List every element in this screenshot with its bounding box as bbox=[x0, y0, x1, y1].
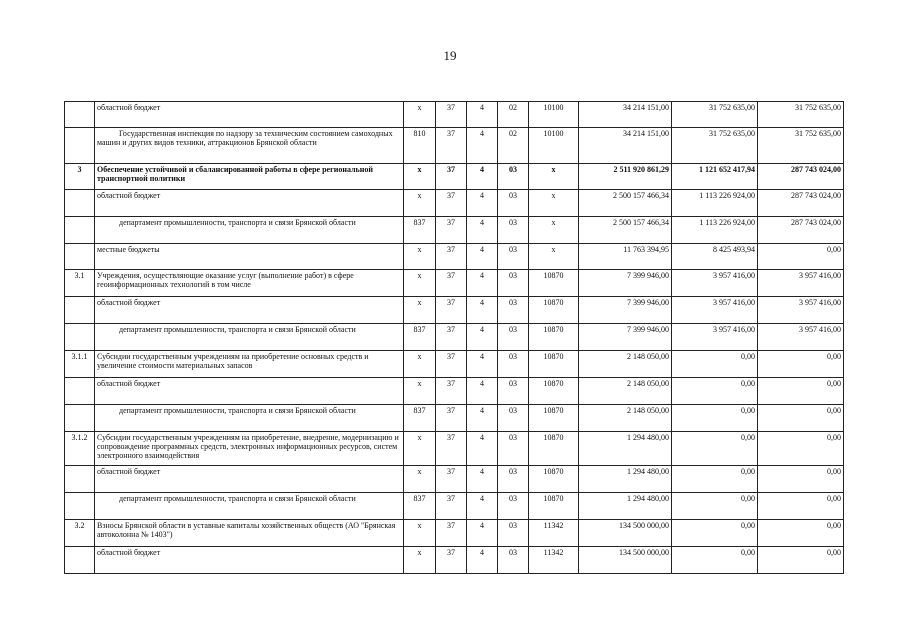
amount-cell: 2 511 920 861,29 bbox=[579, 164, 672, 190]
code-cell: 4 bbox=[467, 547, 498, 574]
amount-cell: 0,00 bbox=[758, 520, 844, 547]
code-cell: 10870 bbox=[529, 270, 579, 297]
row-number bbox=[65, 324, 95, 351]
amount-cell: 0,00 bbox=[758, 351, 844, 378]
code-cell: 4 bbox=[467, 493, 498, 520]
table-row bbox=[65, 405, 844, 432]
amount-cell: 1 113 226 924,00 bbox=[672, 217, 758, 244]
code-cell: 37 bbox=[436, 297, 467, 324]
amount-cell: 287 743 024,00 bbox=[758, 217, 844, 244]
amount-cell: 3 957 416,00 bbox=[758, 324, 844, 351]
code-cell: 37 bbox=[436, 128, 467, 164]
table-row bbox=[65, 297, 844, 324]
code-cell: 837 bbox=[404, 493, 436, 520]
table-row bbox=[65, 378, 844, 405]
amount-cell: 31 752 635,00 bbox=[672, 128, 758, 164]
table-row bbox=[65, 351, 844, 378]
code-cell: 10870 bbox=[529, 493, 579, 520]
code-cell: 37 bbox=[436, 102, 467, 128]
budget-table bbox=[64, 101, 844, 574]
amount-cell: 1 121 652 417,94 bbox=[672, 164, 758, 190]
amount-cell: 3 957 416,00 bbox=[672, 324, 758, 351]
code-cell: 10870 bbox=[529, 297, 579, 324]
table-row bbox=[65, 466, 844, 493]
amount-cell: 3 957 416,00 bbox=[758, 270, 844, 297]
code-cell: 4 bbox=[467, 466, 498, 493]
row-name: областной бюджет bbox=[95, 547, 404, 574]
code-cell: 837 bbox=[404, 405, 436, 432]
code-cell: 37 bbox=[436, 432, 467, 466]
code-cell: 4 bbox=[467, 128, 498, 164]
row-name: департамент промышленности, транспорта и связи Брянской области bbox=[95, 217, 404, 244]
row-name: областной бюджет bbox=[95, 378, 404, 405]
code-cell: x bbox=[404, 244, 436, 270]
code-cell: 03 bbox=[498, 547, 529, 574]
code-cell: x bbox=[404, 520, 436, 547]
code-cell: 4 bbox=[467, 244, 498, 270]
code-cell: x bbox=[404, 547, 436, 574]
row-name: Взносы Брянской области в уставные капиталы хозяйственных обществ (АО "Брянская автоколонна № 1403") bbox=[95, 520, 404, 547]
amount-cell: 11 763 394,95 bbox=[579, 244, 672, 270]
row-name: департамент промышленности, транспорта и связи Брянской области bbox=[95, 493, 404, 520]
row-number bbox=[65, 190, 95, 217]
row-name: Учреждения, осуществляющие оказание услуг (выполнение работ) в сфере геоинформационных технологий в том числе bbox=[95, 270, 404, 297]
amount-cell: 1 294 480,00 bbox=[579, 432, 672, 466]
amount-cell: 0,00 bbox=[758, 547, 844, 574]
code-cell: 37 bbox=[436, 378, 467, 405]
row-name: департамент промышленности, транспорта и связи Брянской области bbox=[95, 324, 404, 351]
amount-cell: 2 148 050,00 bbox=[579, 405, 672, 432]
code-cell: 4 bbox=[467, 217, 498, 244]
table-row bbox=[65, 190, 844, 217]
table-row bbox=[65, 217, 844, 244]
amount-cell: 0,00 bbox=[758, 378, 844, 405]
row-number bbox=[65, 128, 95, 164]
amount-cell: 1 113 226 924,00 bbox=[672, 190, 758, 217]
row-name: областной бюджет bbox=[95, 466, 404, 493]
amount-cell: 3 957 416,00 bbox=[758, 297, 844, 324]
table-row bbox=[65, 520, 844, 547]
row-number bbox=[65, 466, 95, 493]
code-cell: 837 bbox=[404, 324, 436, 351]
row-number: 3 bbox=[65, 164, 95, 190]
code-cell: 03 bbox=[498, 244, 529, 270]
amount-cell: 1 294 480,00 bbox=[579, 466, 672, 493]
code-cell: x bbox=[404, 190, 436, 217]
amount-cell: 1 294 480,00 bbox=[579, 493, 672, 520]
row-name: местные бюджеты bbox=[95, 244, 404, 270]
row-number bbox=[65, 547, 95, 574]
amount-cell: 3 957 416,00 bbox=[672, 297, 758, 324]
code-cell: 37 bbox=[436, 324, 467, 351]
row-number bbox=[65, 102, 95, 128]
code-cell: 37 bbox=[436, 405, 467, 432]
code-cell: x bbox=[404, 270, 436, 297]
amount-cell: 0,00 bbox=[758, 405, 844, 432]
code-cell: x bbox=[404, 466, 436, 493]
row-name: Субсидии государственным учреждениям на приобретение, внедрение, модернизацию и сопровождение программных средств, электронных информационных ресурсов, систем электронного взаимодействия bbox=[95, 432, 404, 466]
code-cell: 837 bbox=[404, 217, 436, 244]
code-cell: 4 bbox=[467, 270, 498, 297]
amount-cell: 287 743 024,00 bbox=[758, 190, 844, 217]
amount-cell: 2 148 050,00 bbox=[579, 378, 672, 405]
amount-cell: 7 399 946,00 bbox=[579, 297, 672, 324]
page-number: 19 bbox=[443, 48, 457, 63]
code-cell: 810 bbox=[404, 128, 436, 164]
code-cell: x bbox=[529, 244, 579, 270]
code-cell: 10870 bbox=[529, 405, 579, 432]
code-cell: 37 bbox=[436, 466, 467, 493]
code-cell: 4 bbox=[467, 351, 498, 378]
code-cell: 4 bbox=[467, 432, 498, 466]
code-cell: 11342 bbox=[529, 547, 579, 574]
row-number bbox=[65, 493, 95, 520]
code-cell: 03 bbox=[498, 164, 529, 190]
code-cell: 37 bbox=[436, 493, 467, 520]
row-name: областной бюджет bbox=[95, 297, 404, 324]
amount-cell: 0,00 bbox=[758, 493, 844, 520]
row-number: 3.2 bbox=[65, 520, 95, 547]
amount-cell: 0,00 bbox=[758, 466, 844, 493]
code-cell: 03 bbox=[498, 190, 529, 217]
row-name: областной бюджет bbox=[95, 102, 404, 128]
table-body bbox=[65, 102, 844, 574]
code-cell: 02 bbox=[498, 102, 529, 128]
amount-cell: 0,00 bbox=[672, 405, 758, 432]
code-cell: 10870 bbox=[529, 466, 579, 493]
code-cell: x bbox=[404, 378, 436, 405]
code-cell: 10870 bbox=[529, 432, 579, 466]
amount-cell: 0,00 bbox=[672, 378, 758, 405]
code-cell: 11342 bbox=[529, 520, 579, 547]
row-number: 3.1 bbox=[65, 270, 95, 297]
code-cell: x bbox=[404, 164, 436, 190]
table-row bbox=[65, 244, 844, 270]
row-number bbox=[65, 378, 95, 405]
code-cell: 03 bbox=[498, 297, 529, 324]
table-row bbox=[65, 493, 844, 520]
code-cell: 37 bbox=[436, 190, 467, 217]
code-cell: 03 bbox=[498, 520, 529, 547]
amount-cell: 2 500 157 466,34 bbox=[579, 190, 672, 217]
code-cell: 10870 bbox=[529, 378, 579, 405]
code-cell: x bbox=[404, 432, 436, 466]
code-cell: 37 bbox=[436, 547, 467, 574]
code-cell: x bbox=[529, 190, 579, 217]
code-cell: 10100 bbox=[529, 128, 579, 164]
code-cell: 03 bbox=[498, 466, 529, 493]
code-cell: 10870 bbox=[529, 351, 579, 378]
code-cell: 03 bbox=[498, 217, 529, 244]
amount-cell: 31 752 635,00 bbox=[758, 128, 844, 164]
code-cell: 10870 bbox=[529, 324, 579, 351]
code-cell: x bbox=[529, 217, 579, 244]
amount-cell: 7 399 946,00 bbox=[579, 270, 672, 297]
amount-cell: 34 214 151,00 bbox=[579, 128, 672, 164]
row-number: 3.1.1 bbox=[65, 351, 95, 378]
code-cell: 03 bbox=[498, 378, 529, 405]
code-cell: x bbox=[404, 102, 436, 128]
code-cell: 37 bbox=[436, 270, 467, 297]
code-cell: 4 bbox=[467, 297, 498, 324]
table-row bbox=[65, 128, 844, 164]
amount-cell: 134 500 000,00 bbox=[579, 547, 672, 574]
code-cell: 37 bbox=[436, 351, 467, 378]
code-cell: x bbox=[404, 351, 436, 378]
amount-cell: 34 214 151,00 bbox=[579, 102, 672, 128]
amount-cell: 0,00 bbox=[672, 432, 758, 466]
code-cell: 03 bbox=[498, 405, 529, 432]
code-cell: 03 bbox=[498, 432, 529, 466]
code-cell: 4 bbox=[467, 520, 498, 547]
code-cell: 37 bbox=[436, 244, 467, 270]
code-cell: 03 bbox=[498, 270, 529, 297]
amount-cell: 31 752 635,00 bbox=[672, 102, 758, 128]
code-cell: x bbox=[404, 297, 436, 324]
code-cell: 02 bbox=[498, 128, 529, 164]
code-cell: 4 bbox=[467, 190, 498, 217]
code-cell: 37 bbox=[436, 520, 467, 547]
code-cell: 4 bbox=[467, 324, 498, 351]
row-name: Государственная инспекция по надзору за техническим состоянием самоходных машин и других видов техники, аттракционов Брянской области bbox=[95, 128, 404, 164]
amount-cell: 134 500 000,00 bbox=[579, 520, 672, 547]
row-number bbox=[65, 217, 95, 244]
row-number bbox=[65, 297, 95, 324]
row-number bbox=[65, 405, 95, 432]
amount-cell: 2 500 157 466,34 bbox=[579, 217, 672, 244]
code-cell: x bbox=[529, 164, 579, 190]
amount-cell: 287 743 024,00 bbox=[758, 164, 844, 190]
amount-cell: 0,00 bbox=[672, 547, 758, 574]
code-cell: 4 bbox=[467, 102, 498, 128]
amount-cell: 0,00 bbox=[672, 493, 758, 520]
amount-cell: 0,00 bbox=[758, 244, 844, 270]
amount-cell: 0,00 bbox=[672, 466, 758, 493]
code-cell: 37 bbox=[436, 217, 467, 244]
table-row bbox=[65, 432, 844, 466]
row-number bbox=[65, 244, 95, 270]
amount-cell: 3 957 416,00 bbox=[672, 270, 758, 297]
code-cell: 4 bbox=[467, 405, 498, 432]
amount-cell: 2 148 050,00 bbox=[579, 351, 672, 378]
amount-cell: 7 399 946,00 bbox=[579, 324, 672, 351]
row-number: 3.1.2 bbox=[65, 432, 95, 466]
amount-cell: 0,00 bbox=[672, 520, 758, 547]
amount-cell: 8 425 493,94 bbox=[672, 244, 758, 270]
code-cell: 03 bbox=[498, 493, 529, 520]
code-cell: 10100 bbox=[529, 102, 579, 128]
code-cell: 4 bbox=[467, 164, 498, 190]
row-name: Обеспечение устойчивой и сбалансированной работы в сфере региональной транспортной политики bbox=[95, 164, 404, 190]
table-row bbox=[65, 164, 844, 190]
table-row bbox=[65, 270, 844, 297]
row-name: Субсидии государственным учреждениям на приобретение основных средств и увеличение стоимости материальных запасов bbox=[95, 351, 404, 378]
code-cell: 4 bbox=[467, 378, 498, 405]
table-row bbox=[65, 102, 844, 128]
amount-cell: 31 752 635,00 bbox=[758, 102, 844, 128]
row-name: областной бюджет bbox=[95, 190, 404, 217]
row-name: департамент промышленности, транспорта и связи Брянской области bbox=[95, 405, 404, 432]
table-row bbox=[65, 324, 844, 351]
amount-cell: 0,00 bbox=[758, 432, 844, 466]
code-cell: 03 bbox=[498, 324, 529, 351]
amount-cell: 0,00 bbox=[672, 351, 758, 378]
code-cell: 03 bbox=[498, 351, 529, 378]
table-row bbox=[65, 547, 844, 574]
code-cell: 37 bbox=[436, 164, 467, 190]
